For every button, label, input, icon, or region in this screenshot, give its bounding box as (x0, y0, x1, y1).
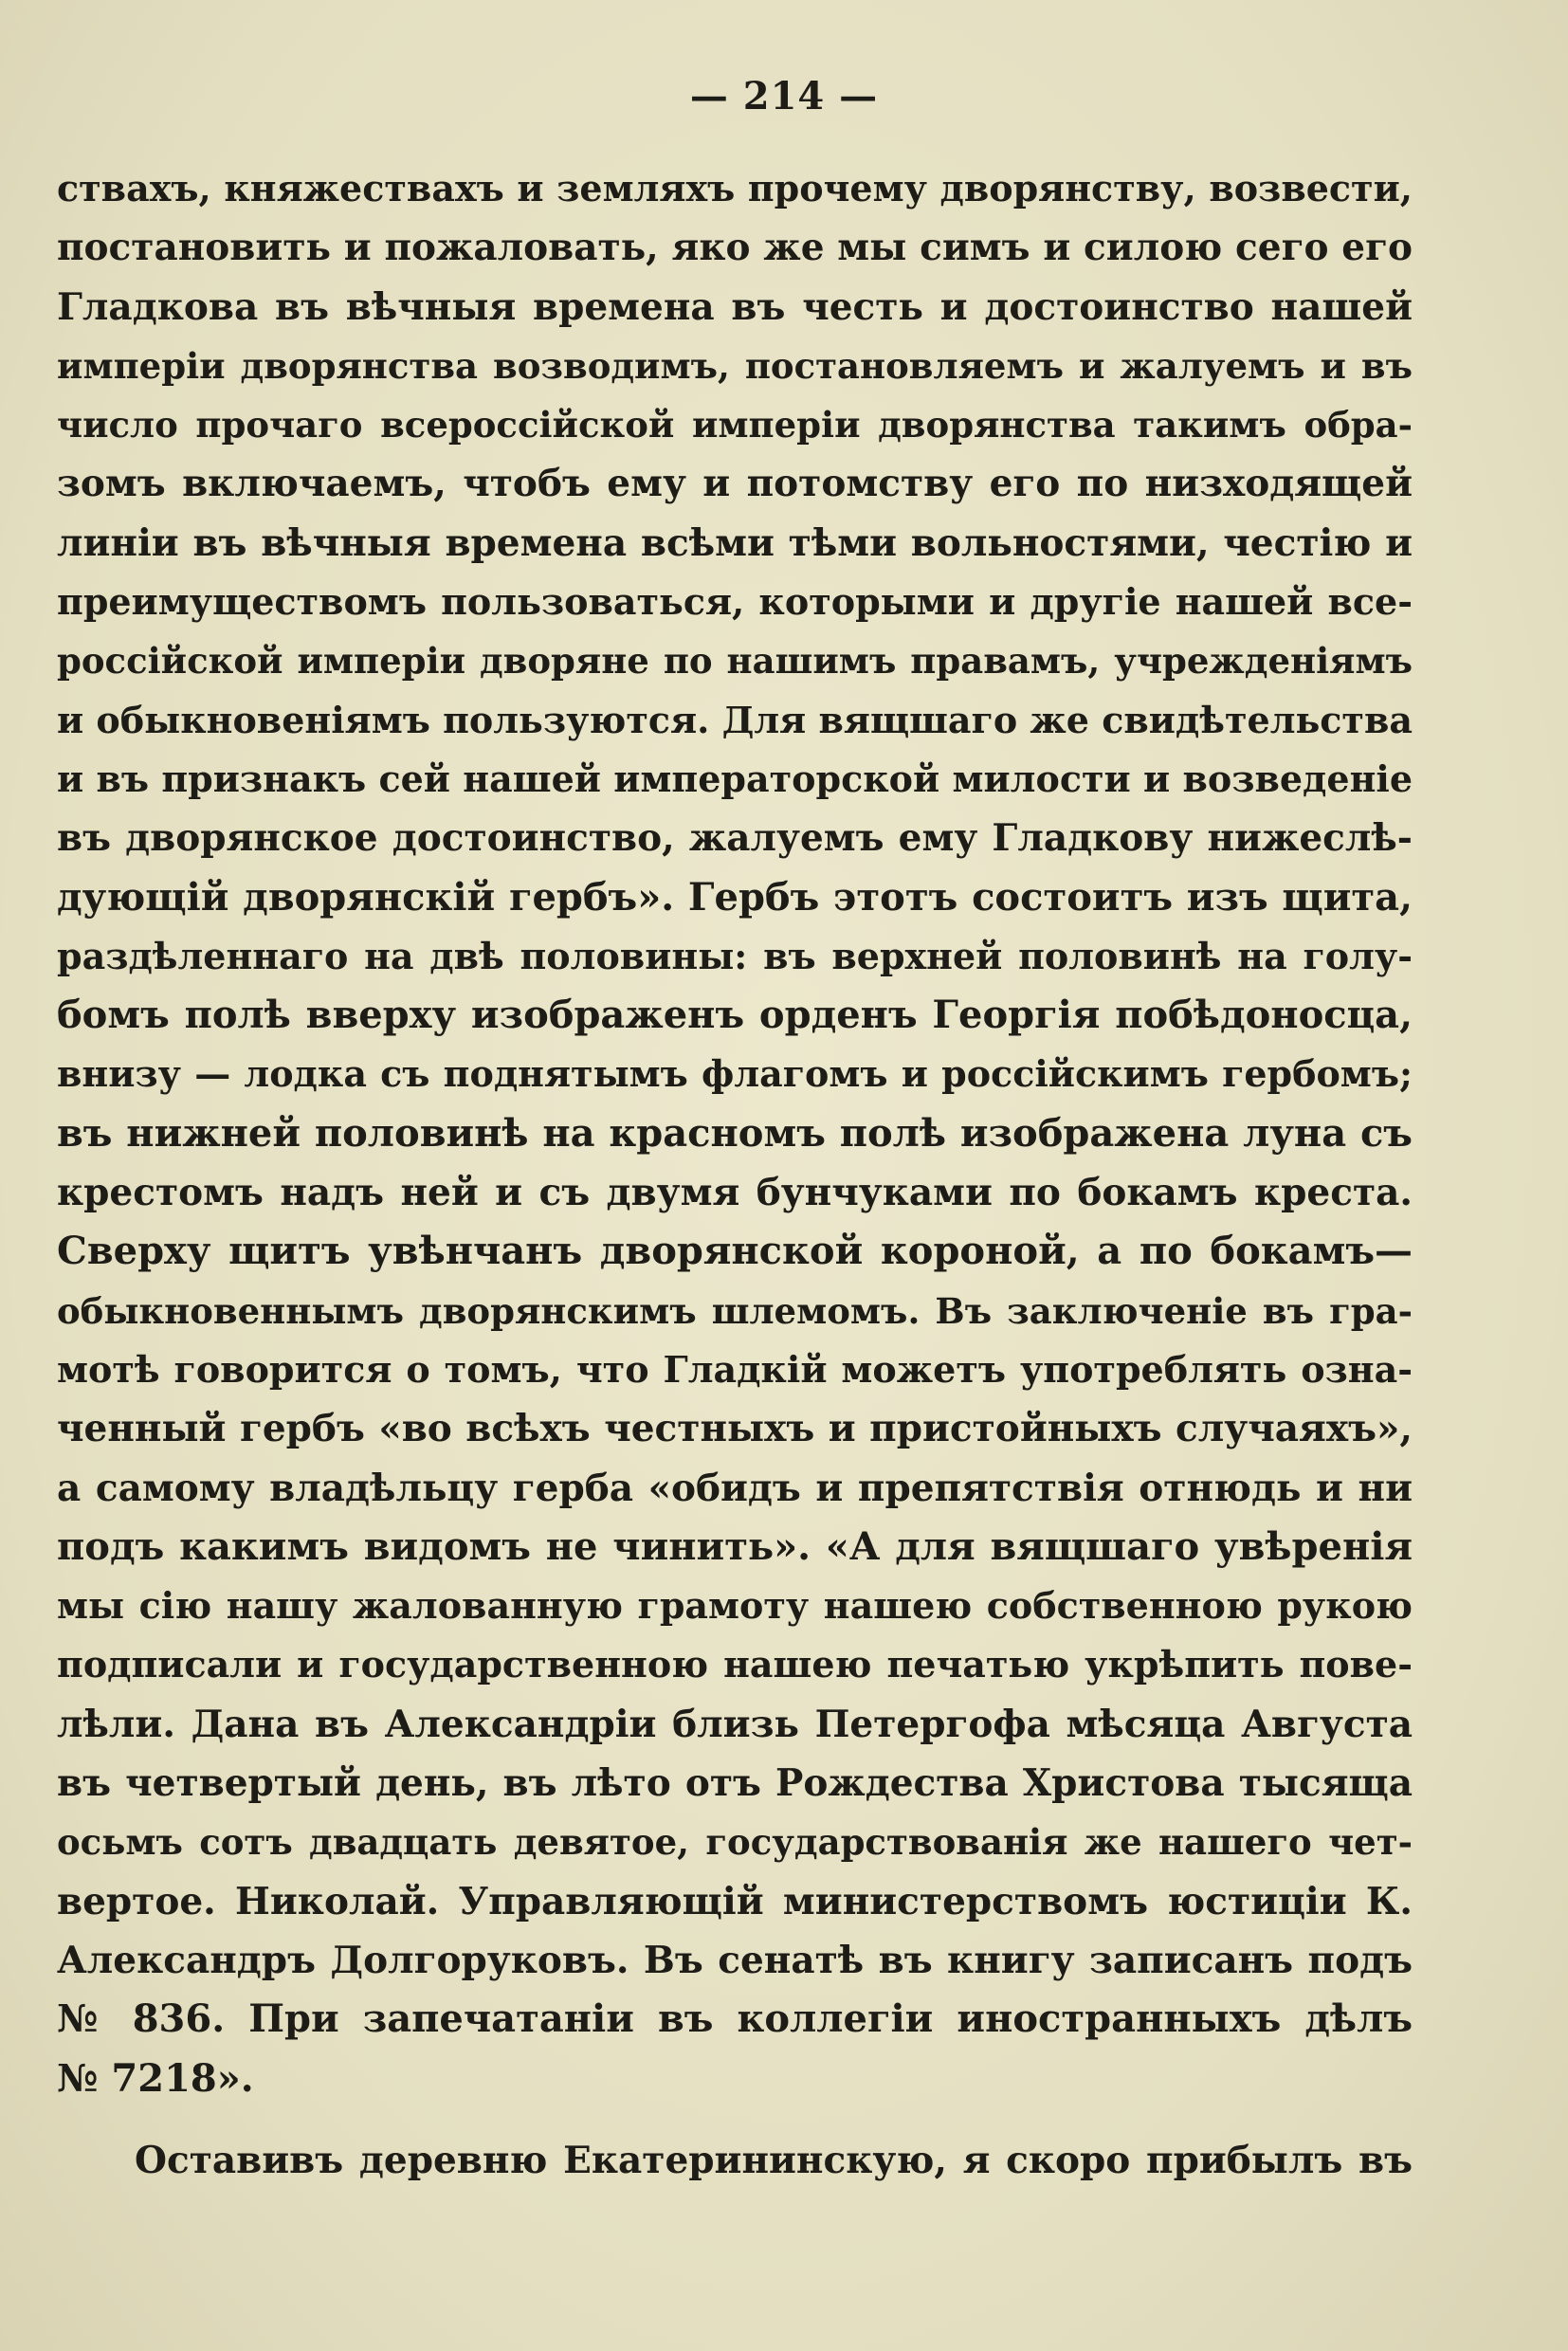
body-text (57, 159, 1413, 2190)
text-line: Александръ Долгоруковъ. Въ сенатѣ въ книгу записанъ подъ (57, 1938, 1413, 1982)
text-line: зомъ включаемъ, чтобъ ему и потомству его по низходящей (57, 462, 1413, 506)
paragraph-2 (57, 2131, 1413, 2190)
text-line: бомъ полѣ вверху изображенъ орденъ Георгія побѣдоносца, (57, 993, 1413, 1038)
text-line: а самому владѣльцу герба «обидъ и препятствія отнюдь и ни (57, 1466, 1413, 1510)
text-line: раздѣленнаго на двѣ половины: въ верхней половинѣ на голу- (57, 934, 1413, 977)
text-line: Гладкова въ вѣчныя времена въ честь и достоинство нашей (57, 284, 1413, 329)
text-line: ствахъ, княжествахъ и земляхъ прочему дворянству, возвести, (57, 167, 1413, 210)
text-line: обыкновеннымъ дворянскимъ шлемомъ. Въ заключеніе въ гра- (57, 1289, 1413, 1332)
text-line: № 836. При запечатаніи въ коллегіи иностранныхъ дѣлъ (57, 1996, 1413, 2042)
text-line: № 7218». (57, 2055, 254, 2101)
text-line: число прочаго всероссійской имперіи дворянства такимъ обра- (57, 404, 1413, 447)
paragraph-gap (57, 2108, 1413, 2131)
text-line: россійской имперіи дворяне по нашимъ правамъ, учрежденіямъ (57, 640, 1413, 683)
text-line: внизу — лодка съ поднятымъ флагомъ и россійскимъ гербомъ; (57, 1052, 1413, 1096)
page-number: — 214 — (689, 74, 879, 118)
text-line: осьмъ сотъ двадцать девятое, государствованія же нашего чет- (57, 1821, 1413, 1864)
text-line: имперіи дворянства возводимъ, постановляемъ и жалуемъ и въ (57, 344, 1413, 387)
text-line: Оставивъ деревню Екатерининскую, я скоро прибылъ въ (135, 2138, 1413, 2182)
text-line: въ дворянское достоинство, жалуемъ ему Гладкову нижеслѣ- (57, 816, 1413, 861)
text-line: подъ какимъ видомъ не чинить». «А для вящшаго увѣренія (57, 1523, 1413, 1569)
text-line: лѣли. Дана въ Александріи близь Петергофа мѣсяца Августа (57, 1702, 1413, 1746)
text-line: преимуществомъ пользоваться, которыми и другіе нашей все- (57, 580, 1413, 624)
text-line: подписали и государственною нашею печатью укрѣпить пове- (57, 1643, 1413, 1686)
text-line: крестомъ надъ ней и съ двумя бунчуками по бокамъ креста. (57, 1171, 1413, 1215)
text-line: вертое. Николай. Управляющій министерствомъ юстиціи К. (57, 1879, 1413, 1923)
text-line: и обыкновеніямъ пользуются. Для вящшаго же свидѣтельства (57, 698, 1413, 741)
text-line: въ четвертый день, въ лѣто отъ Рождества Христова тысяща (57, 1761, 1413, 1806)
text-line: и въ признакъ сей нашей императорской милости и возведеніе (57, 756, 1413, 800)
text-line: Сверху щитъ увѣнчанъ дворянской короной, а по бокамъ— (57, 1229, 1413, 1274)
text-line: въ нижней половинѣ на красномъ полѣ изображена луна съ (57, 1110, 1413, 1156)
text-line: линіи въ вѣчныя времена всѣми тѣми вольностями, честію и (57, 520, 1413, 565)
text-line: ченный гербъ «во всѣхъ честныхъ и пристойныхъ случаяхъ», (57, 1407, 1413, 1451)
text-line: мы сію нашу жалованную грамоту нашею собственною рукою (57, 1584, 1413, 1628)
text-line: постановить и пожаловать, яко же мы симъ и силою сего его (57, 226, 1413, 270)
text-line: мотѣ говорится о томъ, что Гладкій можетъ употреблять озна- (57, 1347, 1413, 1391)
paragraph-1 (57, 159, 1413, 2108)
text-line: дующій дворянскій гербъ». Гербъ этотъ состоитъ изъ щита, (57, 874, 1413, 920)
